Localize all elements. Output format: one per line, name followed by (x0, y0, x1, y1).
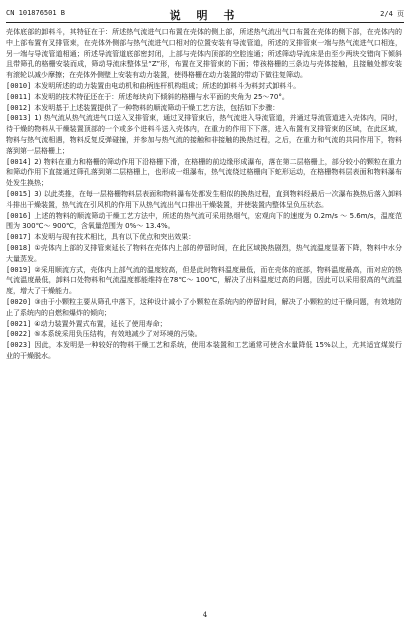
paragraph-text: 本发明与现有技术相比，具有以下优点和突出效果： (34, 233, 196, 242)
paragraph-text: ①壳体内上部的叉排管束延长了物料在壳体内上部的停留时间，在此区域换热剧烈，热气流温度显著下降，物料中水分大量蒸发。 (6, 243, 402, 263)
paragraph (6, 232, 402, 243)
paragraph (6, 103, 402, 114)
paragraph (6, 92, 402, 103)
paragraph-number: [0017] (6, 233, 32, 242)
paragraph-number: [0010] (6, 81, 32, 90)
paragraph-text: ③由于小颗粒主要从筛孔中落下，这种设计减小了小颗粒在系统内的停留时间，解决了小颗粒的过干燥问题，有效地防止了系统内的自燃和爆炸的倾向； (6, 297, 402, 317)
paragraph (6, 157, 402, 189)
paragraph (6, 319, 402, 330)
paragraph-text: ②采用顺流方式，壳体内上部气流的温度较高，但是此时物料温度最低，而在壳体的底部，物料温度最高，而对应的热气流温度最低，卸料口处物料和气流温度都能维持在78℃～ 100℃，解决了出料温度过高的问题，因此可以采用很高的气流温度，增大了干燥能力。 (6, 265, 402, 296)
paragraph (6, 329, 402, 340)
paragraph-number: [0023] (6, 341, 32, 350)
paragraph-text: 因此，本发明是一种较好的物料干燥工艺和系统，使用本装置和工艺通常可使含水量降低 15%以上，尤其适宜煤炭行业的干燥脱水。 (6, 341, 402, 360)
page-of: 2/4 页 (380, 10, 404, 18)
paragraph-number: [0018] (6, 243, 32, 252)
page-header (6, 7, 404, 21)
paragraph-text: 本发明所述的动力装置由电动机和曲柄连杆机构组成；所述的卸料斗为料封式卸料斗。 (34, 81, 301, 90)
paragraph-text: 上述的物料的顺流筛动干燥工艺方法中，所述的热气流可采用热烟气，宏观向下的速度为 0.2m/s ～ 5.6m/s，温度范围为 300℃～ 900℃，含氧量范围为 0%～ 13.4%。 (6, 211, 402, 231)
paragraph-text: 1) 热气流从热气流进气口送入叉排管束，通过叉排管束后，热气流进入导流管道，并通过导流管道进入壳体内，同时，待干燥的物料从干燥装置顶部的一个或多个进料斗送入壳体内，在重力的作用下下落，进入布置有叉排管束的区域，在此区域，物料与热气流相遇，物料反复反弹碰撞，并参加与热气流的接触和非接触的换热过程，之后，在重力和气流的共同作用下，物料落到第一层格栅上； (6, 114, 402, 155)
paragraph (6, 113, 402, 156)
paragraph (6, 189, 402, 211)
paragraph (6, 297, 402, 319)
doc-number: CN 101876501 B (6, 9, 66, 17)
page-title: 说 明 书 (169, 9, 241, 22)
paragraph (6, 27, 402, 81)
paragraph-number: [0022] (6, 330, 32, 339)
page-number: 4 (202, 611, 208, 619)
paragraph-text: ⑤本系统采用负压结构，有效地减少了对环境的污染。 (34, 330, 202, 339)
paragraph (6, 340, 402, 362)
paragraph-text: 3) 以此类推，在每一层格栅物料层表面和物料瀑布处都发生相似的换热过程，直到物料经最后一次瀑布换热后落入卸料斗排出干燥装置，热气流在引风机的作用下从热气流出气口排出干燥装置，并使装置内整体呈负压状态。 (6, 189, 402, 209)
paragraph-number: [0020] (6, 297, 32, 306)
paragraph (6, 211, 402, 233)
paragraph-number: [0014] (6, 157, 32, 166)
paragraph (6, 81, 402, 92)
paragraph-text: 本发明的技术特征还在于：所述每块向下倾斜的格栅与水平面的夹角为 25～70°。 (34, 92, 289, 101)
paragraph (6, 243, 402, 265)
paragraph-number: [0012] (6, 103, 32, 112)
paragraph-text: 壳体底部的卸料斗，其特征在于：所述热气流进气口布置在壳体的侧上部，所述热气流出气口布置在壳体的侧下部，在壳体内的中上部布置有叉排管束，在壳体外侧部与热气流进气口相对的位置安装有导流管道，所述的叉排管束一端与热气流进气口相连，另一端与导流管道相通；所述导流管道底部密封闭，上部与壳体内顶部的空腔连通；所述筛动导流床是由至少两块交错向下倾斜且带筛孔的格栅安装而成，筛动导流床整体呈“Z”形，布置在叉排管束的下面；带孩格栅的三条边与壳体接触，且接触处都安装有滚轮以减少摩擦；在壳体外侧壁上安装有动力装置，使得格栅在动力装置的带动下做往复筛动。 (6, 28, 402, 80)
paragraph-text: 本发明基于上述装置提供了一种物料的顺流筛动干燥工艺方法，包括如下步骤： (34, 103, 280, 112)
paragraph-number: [0013] (6, 114, 32, 123)
document-body (6, 27, 402, 362)
paragraph-number: [0019] (6, 265, 32, 274)
paragraph (6, 265, 402, 297)
paragraph-text: 2) 物料在重力和格栅的筛动作用下沿格栅下滑，在格栅的前边缘形成瀑布，落在第二层格栅上，部分较小的颗粒在重力和筛动作用下直接通过筛孔落到第二层格栅上，也形成一组瀑布，热气流绕过格栅向下蛇形运动，在格栅物料层表面和物料瀑布处发生换热； (6, 157, 402, 188)
paragraph-number: [0015] (6, 189, 32, 198)
paragraph-number: [0011] (6, 92, 32, 101)
paragraph-text: ④动力装置外置式布置，延长了使用寿命； (34, 319, 167, 328)
paragraph-number: [0021] (6, 319, 32, 328)
paragraph-number: [0016] (6, 211, 32, 220)
header-divider (6, 22, 404, 23)
